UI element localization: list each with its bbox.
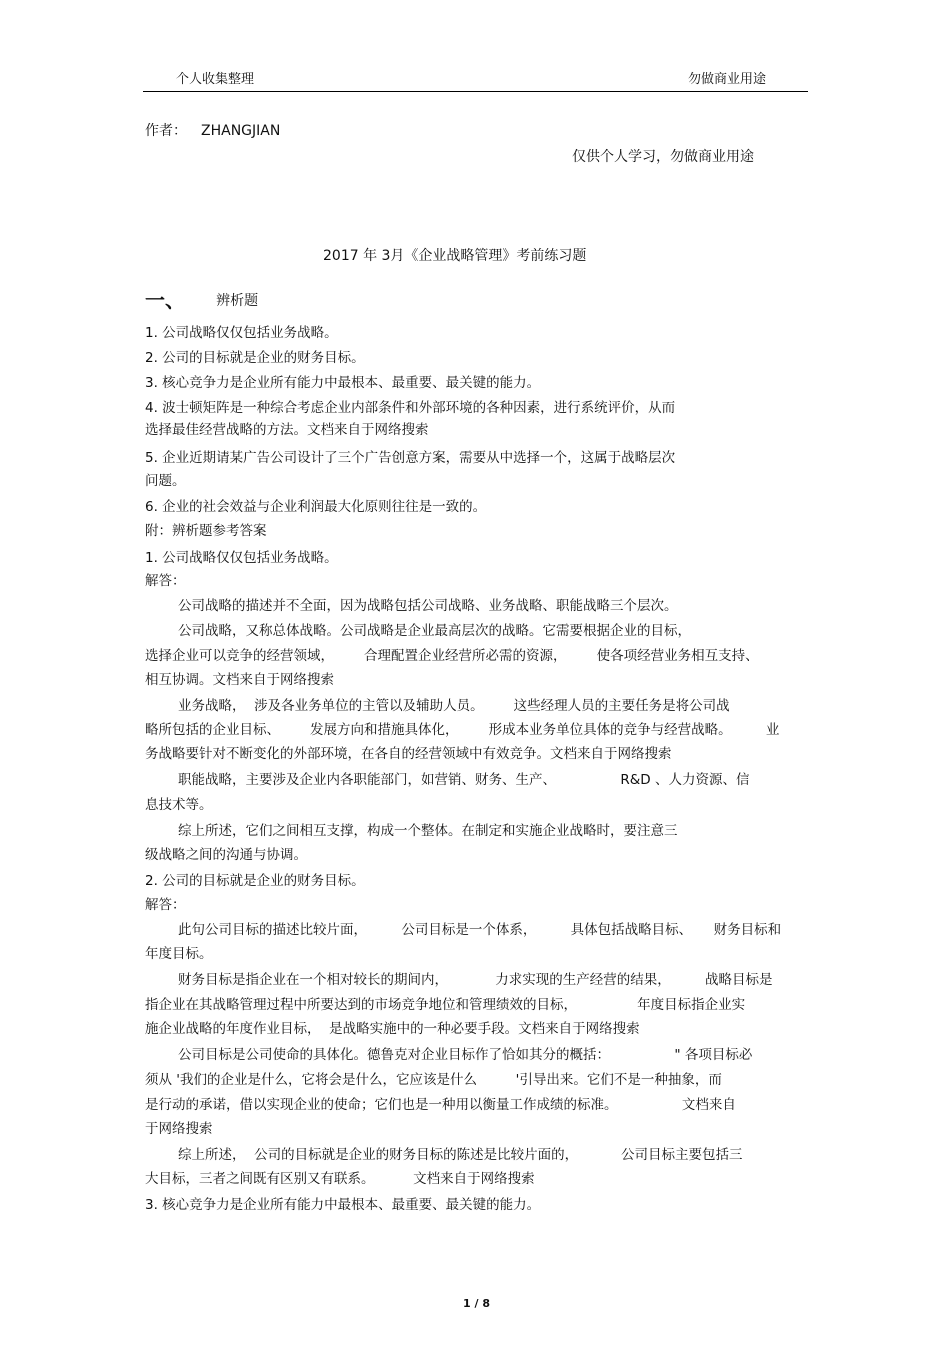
body-line: 解答： [145,897,186,913]
body-line: 1. 公司战略仅仅包括业务战略。 [145,550,338,566]
body-line: 选择企业可以竞争的经营领域， 合理配置企业经营所必需的资源， 使各项经营业务相互支持、 [145,648,759,664]
body-line: 问题。 [145,473,186,489]
author-line [145,120,280,140]
section-number: 一、 [145,288,185,312]
body-line: 须从 '我们的企业是什么，它将会是什么，它应该是什么 '引导出来。它们不是一种抽象，而 [145,1072,722,1088]
body-line: 综上所述，它们之间相互支撑，构成一个整体。在制定和实施企业战略时，要注意三 [178,823,678,839]
body-line: 施企业战略的年度作业目标， 是战略实施中的一种必要手段。文档来自于网络搜索 [145,1021,640,1037]
body-line: 综上所述， 公司的目标就是企业的财务目标的陈述是比较片面的， 公司目标主要包括三 [178,1147,743,1163]
body-line: 选择最佳经营战略的方法。文档来自于网络搜索 [145,422,429,438]
section-title: 辨析题 [216,293,259,309]
body-line: 年度目标。 [145,946,213,962]
body-line: 3. 核心竞争力是企业所有能力中最根本、最重要、最关键的能力。 [145,375,541,391]
body-line: 公司战略的描述并不全面，因为战略包括公司战略、业务战略、职能战略三个层次。 [178,598,678,614]
body-line: 4. 波士顿矩阵是一种综合考虑企业内部条件和外部环境的各种因素，进行系统评价，从而 [145,400,676,416]
header-rule [143,91,808,92]
body-line: 1. 公司战略仅仅包括业务战略。 [145,325,338,341]
author-name: ZHANGJIAN [201,123,281,139]
body-line: 略所包括的企业目标、 发展方向和措施具体化， 形成本业务单位具体的竞争与经营战略。 业 [145,722,780,738]
usage-notice: 仅供个人学习，勿做商业用途 [572,149,754,165]
body-line: 息技术等。 [145,797,213,813]
body-line: 2. 公司的目标就是企业的财务目标。 [145,350,365,366]
body-line: 相互协调。文档来自于网络搜索 [145,672,334,688]
section-heading [145,284,258,313]
header-right: 勿做商业用途 [688,72,767,87]
body-line: 2. 公司的目标就是企业的财务目标。 [145,873,365,889]
author-label: 作者： [145,123,187,139]
body-line: 附：辨析题参考答案 [145,523,267,539]
body-line: 公司目标是公司使命的具体化。德鲁克对企业目标作了恰如其分的概括： " 各项目标必 [178,1047,753,1063]
body-line: 公司战略，又称总体战略。公司战略是企业最高层次的战略。它需要根据企业的目标， [178,623,691,639]
body-line: 业务战略， 涉及各业务单位的主管以及辅助人员。 这些经理人员的主要任务是将公司战 [178,698,730,714]
body-line: 此句公司目标的描述比较片面， 公司目标是一个体系， 具体包括战略目标、 财务目标和 [178,922,782,938]
body-line: 6. 企业的社会效益与企业利润最大化原则往往是一致的。 [145,499,487,515]
body-line: 于网络搜索 [145,1121,213,1137]
body-line: 5. 企业近期请某广告公司设计了三个广告创意方案，需要从中选择一个，这属于战略层次 [145,450,676,466]
body-line: 大目标，三者之间既有区别又有联系。 文档来自于网络搜索 [145,1171,535,1187]
body-line: 解答： [145,573,186,589]
body-line: 职能战略，主要涉及企业内各职能部门，如营销、财务、生产、 R&D 、人力资源、信 [178,772,750,788]
header-left: 个人收集整理 [176,72,255,87]
doc-title: 2017 年 3月《企业战略管理》考前练习题 [323,248,587,264]
body-line: 3. 核心竞争力是企业所有能力中最根本、最重要、最关键的能力。 [145,1197,541,1213]
body-line: 级战略之间的沟通与协调。 [145,847,307,863]
body-line: 指企业在其战略管理过程中所要达到的市场竞争地位和管理绩效的目标， 年度目标指企业实 [145,997,746,1013]
page-number: 1 / 8 [463,1297,490,1310]
body-line: 是行动的承诺，借以实现企业的使命；它们也是一种用以衡量工作成绩的标准。 文档来自 [145,1097,736,1113]
body-line: 务战略要针对不断变化的外部环境，在各自的经营领域中有效竞争。文档来自于网络搜索 [145,746,672,762]
body-line: 财务目标是指企业在一个相对较长的期间内， 力求实现的生产经营的结果， 战略目标是 [178,972,773,988]
